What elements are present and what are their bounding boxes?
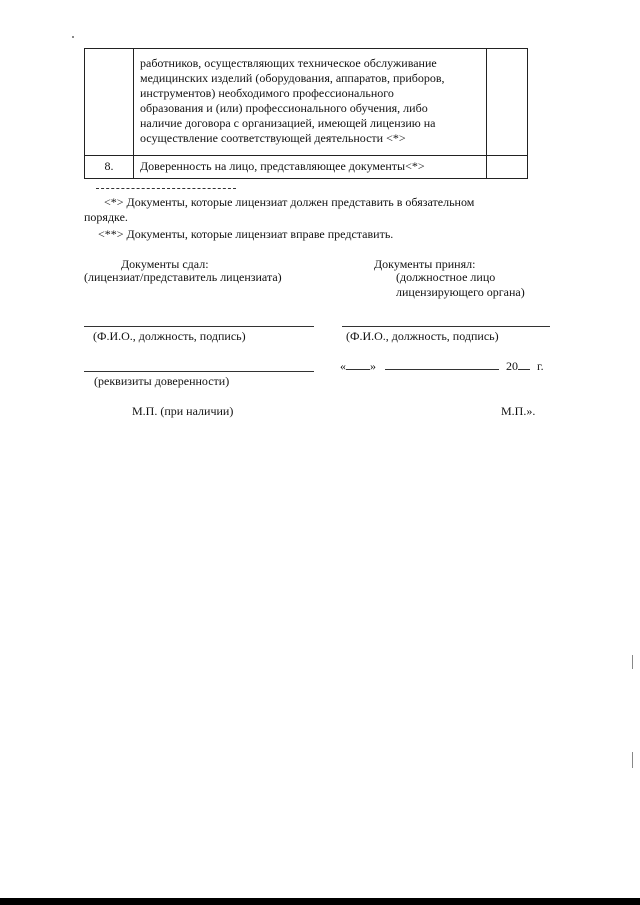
table-row xyxy=(85,49,528,156)
row-number-cell xyxy=(85,49,134,156)
submitted-heading: Документы сдал: xyxy=(121,257,209,271)
submitter-fio-caption: (Ф.И.О., должность, подпись) xyxy=(93,329,246,343)
description-line: работников, осуществляющих техническое обслуживание xyxy=(140,56,437,70)
description-line: медицинских изделий (оборудования, аппаратов, приборов, xyxy=(140,71,445,85)
date-quote-close: » xyxy=(370,359,376,373)
row-number-cell xyxy=(85,156,134,179)
description-line: наличие договора с организацией, имеющей лицензию на xyxy=(140,116,436,130)
row-description: Доверенность на лицо, представляющее документы<*> xyxy=(140,159,425,173)
scan-speck xyxy=(72,36,74,38)
date-field xyxy=(340,358,544,374)
acceptor-fio-caption: (Ф.И.О., должность, подпись) xyxy=(346,329,499,343)
scan-mark xyxy=(632,752,633,768)
day-blank xyxy=(346,358,370,370)
acceptor-stamp: М.П.». xyxy=(501,404,536,418)
acceptor-signature-line xyxy=(342,326,550,327)
year-blank xyxy=(518,358,530,370)
description-line: инструментов) необходимого профессионального xyxy=(140,86,394,100)
submitter-signature-line xyxy=(84,326,314,327)
footnote-separator xyxy=(96,188,236,189)
scan-mark xyxy=(632,655,633,669)
row-extra-cell xyxy=(487,49,528,156)
submitter-role: (лицензиат/представитель лицензиата) xyxy=(84,270,282,284)
accepted-heading: Документы принял: xyxy=(374,257,476,271)
proxy-details-caption: (реквизиты доверенности) xyxy=(94,374,230,388)
description-line: осуществление соответствующей деятельности <*> xyxy=(140,131,406,145)
proxy-details-line xyxy=(84,371,314,372)
date-quote-open: « xyxy=(340,359,346,373)
row-number: 8. xyxy=(104,159,114,173)
footnote-1-continuation: порядке. xyxy=(84,210,128,224)
scan-bottom-edge xyxy=(0,898,640,905)
row-description xyxy=(134,49,486,150)
month-blank xyxy=(385,358,499,370)
row-extra-cell xyxy=(487,156,528,179)
documents-table xyxy=(84,48,528,179)
year-suffix: г. xyxy=(537,359,544,373)
description-line: образования и (или) профессионального обучения, либо xyxy=(140,101,428,115)
footnote-1: <*> Документы, которые лицензиат должен представить в обязательном xyxy=(104,195,475,209)
footnote-2: <**> Документы, которые лицензиат вправе представить. xyxy=(98,227,394,241)
acceptor-role-line1: (должностное лицо xyxy=(396,270,496,284)
table-row xyxy=(85,156,528,179)
year-prefix: 20 xyxy=(506,359,518,373)
acceptor-role-line2: лицензирующего органа) xyxy=(396,285,525,299)
row-description-cell xyxy=(134,49,487,156)
submitter-stamp: М.П. (при наличии) xyxy=(132,404,234,418)
row-description-cell xyxy=(134,156,487,179)
